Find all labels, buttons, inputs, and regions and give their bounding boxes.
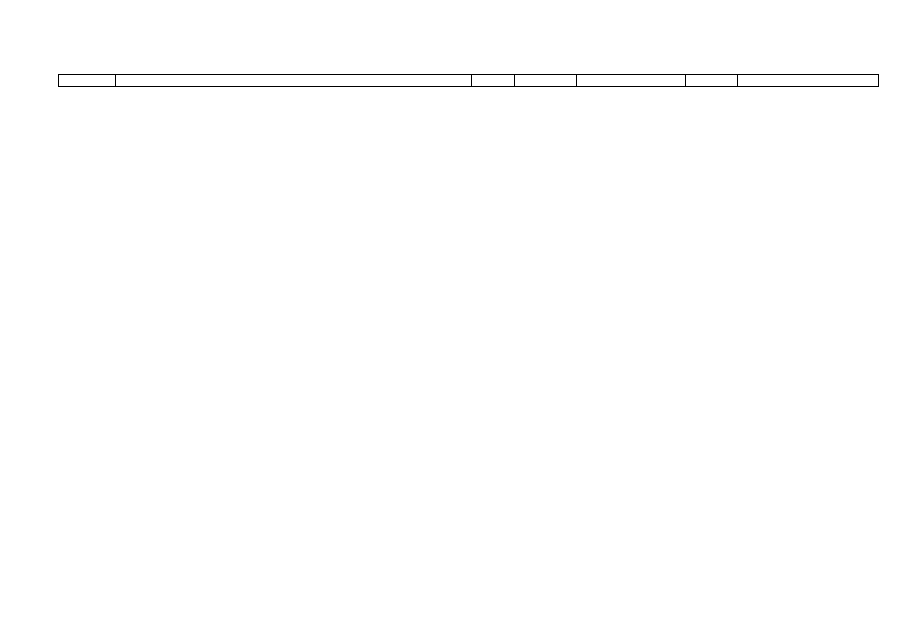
header-col-3 [472,75,515,86]
header-col-4 [515,75,577,86]
header-col-6 [686,75,738,86]
header-col-2 [116,75,472,86]
header-col-7 [738,75,878,86]
header-col-5 [577,75,686,86]
header-col-1 [59,75,116,86]
table-header [58,74,879,87]
